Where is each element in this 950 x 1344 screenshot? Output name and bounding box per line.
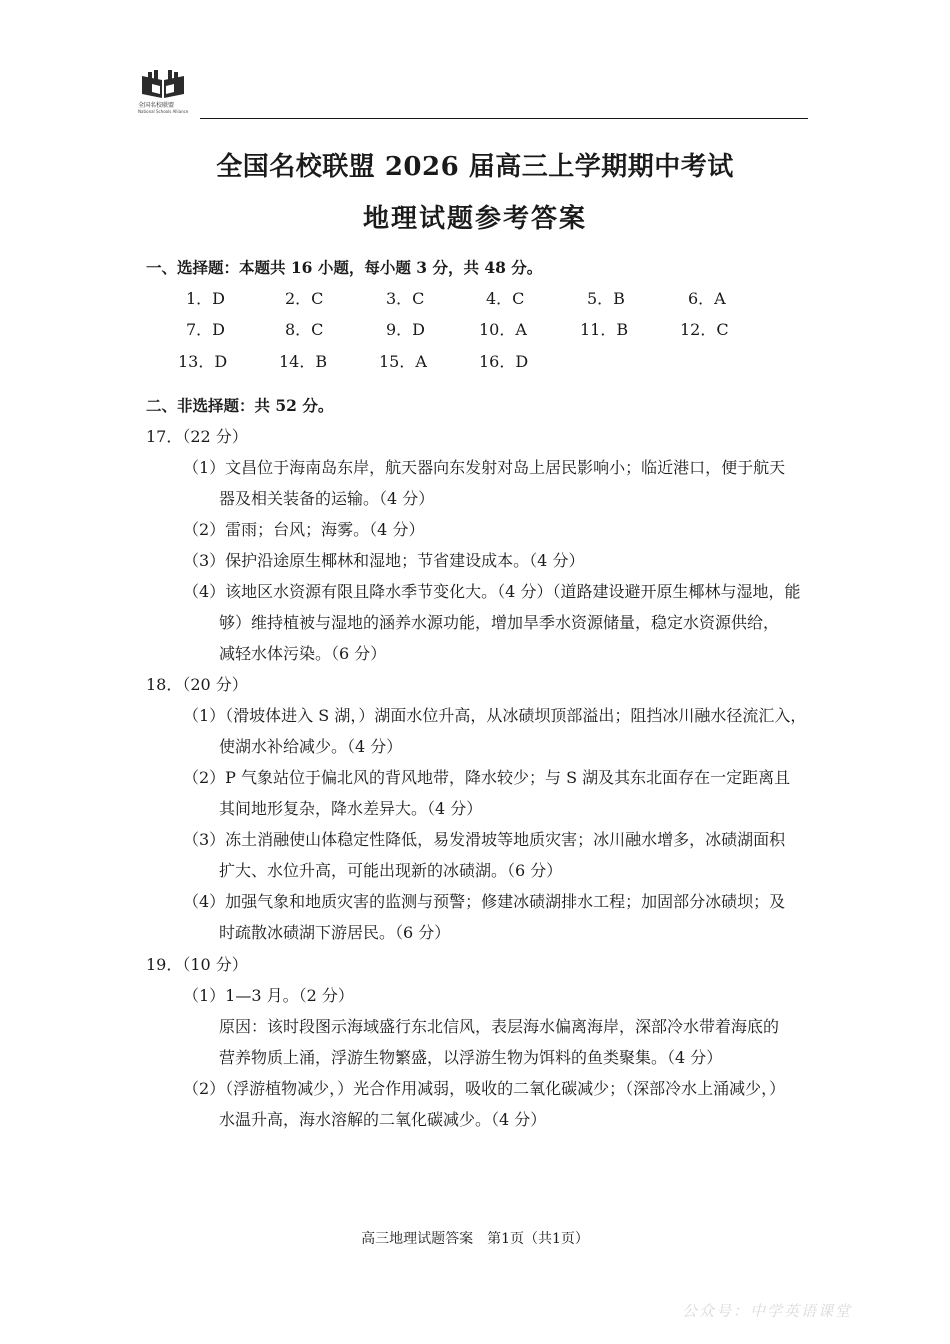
question-18-heading: 18．（20 分）	[146, 675, 248, 694]
answer-text: （4）该地区水资源有限且降水季节变化大。（4 分）（道路建设避开原生椰林与湿地，能	[183, 582, 801, 601]
mc-answer: 15．A	[379, 352, 427, 371]
answer-text: （1）（滑坡体进入 S 湖，）湖面水位升高，从冰碛坝顶部溢出；阻挡冰川融水径流汇入，	[183, 706, 807, 725]
answer-text: （4）加强气象和地质灾害的监测与预警；修建冰碛湖排水工程；加固部分冰碛坝；及	[183, 892, 786, 911]
answer-text: 够）维持植被与湿地的涵养水源功能，增加旱季水资源储量，稳定水资源供给，	[219, 613, 780, 632]
answer-text: 减轻水体污染。（6 分）	[219, 644, 387, 663]
answer-text: （3）保护沿途原生椰林和湿地；节省建设成本。（4 分）	[183, 551, 585, 570]
mc-answer: 4．C	[486, 289, 525, 308]
mc-answer: 14．B	[279, 352, 328, 371]
answer-text: （1）1—3 月。（2 分）	[183, 986, 354, 1005]
answer-text: （2）（浮游植物减少，）光合作用减弱，吸收的二氧化碳减少；（深部冷水上涌减少，）	[183, 1079, 786, 1098]
question-17-heading: 17．（22 分）	[146, 427, 248, 446]
mc-answer: 13．D	[178, 352, 228, 371]
mc-answer: 12．C	[680, 320, 729, 339]
section2-heading: 二、非选择题：共 52 分。	[146, 396, 334, 415]
answer-text: 器及相关装备的运输。（4 分）	[219, 489, 435, 508]
logo-text-en: National Schools Alliance	[138, 109, 189, 114]
mc-answer: 10．A	[479, 320, 527, 339]
exam-title: 全国名校联盟 2026 届高三上学期期中考试	[216, 152, 734, 182]
exam-subtitle: 地理试题参考答案	[362, 204, 587, 234]
answer-text: 时疏散冰碛湖下游居民。（6 分）	[219, 923, 451, 942]
answer-text: 营养物质上涌，浮游生物繁盛，以浮游生物为饵料的鱼类聚集。（4 分）	[219, 1048, 723, 1067]
page-footer: 高三地理试题答案 第1页（共1页）	[361, 1231, 589, 1247]
answer-text: 水温升高，海水溶解的二氧化碳减少。（4 分）	[219, 1110, 547, 1129]
mc-answer: 3．C	[386, 289, 425, 308]
logo-text-cn: 全国名校联盟	[138, 102, 175, 109]
answer-text: （2）P 气象站位于偏北风的背风地带，降水较少；与 S 湖及其东北面存在一定距离且	[183, 768, 791, 787]
mc-answer: 5．B	[587, 289, 625, 308]
mc-answer: 1．D	[186, 289, 226, 308]
header-rule	[200, 118, 808, 119]
answer-text: （1）文昌位于海南岛东岸，航天器向东发射对岛上居民影响小；临近港口，便于航天	[183, 458, 786, 477]
mc-answer: 9．D	[386, 320, 426, 339]
answer-text: 扩大、水位升高，可能出现新的冰碛湖。（6 分）	[219, 861, 563, 880]
mc-answer: 2．C	[285, 289, 324, 308]
book-logo-icon	[138, 70, 188, 100]
question-19-heading: 19．（10 分）	[146, 955, 248, 974]
mc-answer: 7．D	[186, 320, 226, 339]
mc-answer: 11．B	[580, 320, 629, 339]
answer-text: 使湖水补给减少。（4 分）	[219, 737, 403, 756]
answer-text: 原因：该时段图示海域盛行东北信风，表层海水偏离海岸，深部冷水带着海底的	[219, 1017, 780, 1036]
answer-text: （3）冻土消融使山体稳定性降低，易发滑坡等地质灾害；冰川融水增多，冰碛湖面积	[183, 830, 786, 849]
mc-answer: 8．C	[285, 320, 324, 339]
answer-text: 其间地形复杂，降水差异大。（4 分）	[219, 799, 483, 818]
mc-answer: 16．D	[479, 352, 529, 371]
section1-heading: 一、选择题：本题共 16 小题，每小题 3 分，共 48 分。	[146, 258, 543, 277]
answer-text: （2）雷雨；台风；海雾。（4 分）	[183, 520, 425, 539]
mc-answer: 6．A	[688, 289, 726, 308]
watermark: 公众号：中学英语课堂	[682, 1302, 853, 1320]
